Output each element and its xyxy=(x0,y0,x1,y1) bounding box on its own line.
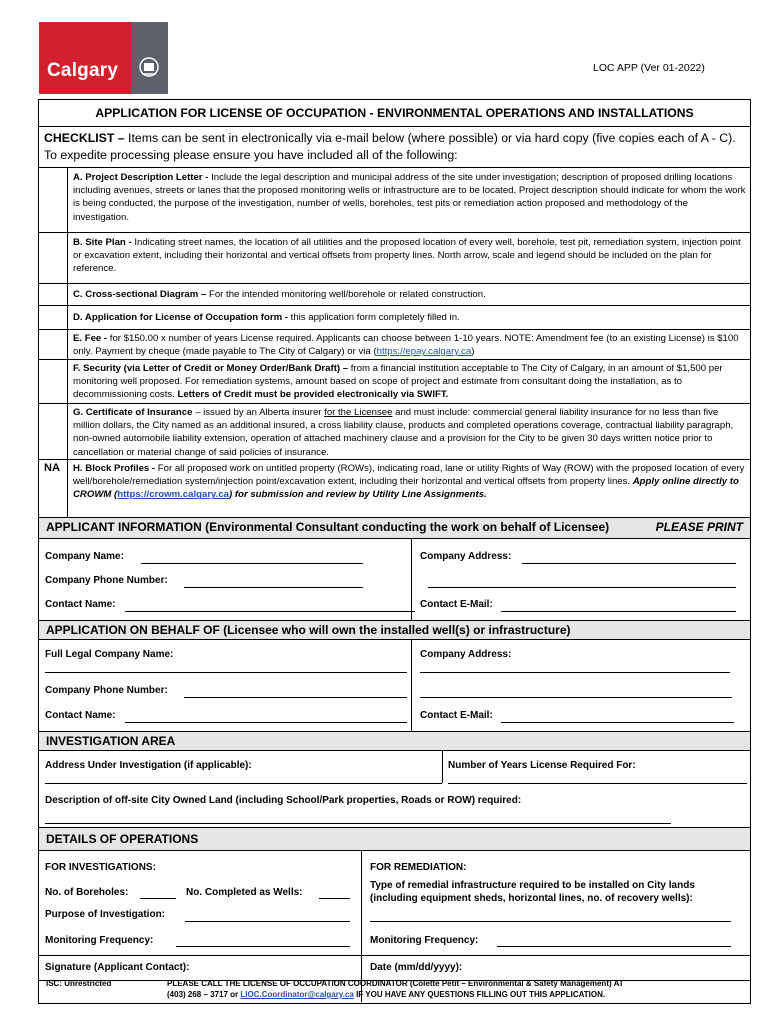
investigation-section-header: INVESTIGATION AREA xyxy=(39,731,750,750)
behalf-contact-name-input[interactable] xyxy=(125,722,407,723)
epay-link[interactable]: https://epay.calgary.ca xyxy=(376,346,472,358)
item-h: NA H. Block Profiles - For all proposed work on untitled property (ROWs), indicating road, lane or utility Rights of Way (ROW) with the proposed location of every well/borehole/remediation system/injection point/excavation extent, including their horizontal and vertical offsets from property lines. Apply online directly to CROWM (https://crowm.calgary.ca) for submission and review by Utility Line Assignments. xyxy=(39,459,750,517)
crowm-link[interactable]: https://crowm.calgary.ca xyxy=(117,489,230,501)
inv-monitoring-input[interactable] xyxy=(176,946,350,947)
applicant-fields: Company Name: Company Phone Number: Contact Name: Company Address: Contact E-Mail: xyxy=(39,538,750,620)
applicant-contact-name-input[interactable] xyxy=(125,611,415,612)
applicant-phone-input[interactable] xyxy=(184,587,363,588)
checklist-text: Items can be sent in electronically via e-mail below (where possible) or via hard copy (five copies each of A - C). To expedite processing please ensure you have included all of the following: xyxy=(44,131,736,162)
footer-line1: PLEASE CALL THE LICENSE OF OCCUPATION COORDINATOR (Colette Petit – Environmental & Safety Management) AT xyxy=(167,979,624,988)
purpose-input[interactable] xyxy=(185,921,350,922)
checklist-margin-line xyxy=(67,167,68,517)
offsite-land-input[interactable] xyxy=(45,823,671,824)
behalf-address-input[interactable] xyxy=(420,672,730,673)
isc-label: ISC: Unrestricted xyxy=(46,979,112,988)
checklist-heading: CHECKLIST – xyxy=(44,131,125,145)
rem-monitoring-input[interactable] xyxy=(497,946,731,947)
item-b: B. Site Plan - Indicating street names, the location of all utilities and the proposed location of every well, borehole, test pit, remediation system, injection point or excavation extent, including their horizontal and vertical offsets from property lines. North arrow, scale and legend should be included on the plan for reference. xyxy=(39,232,750,283)
applicant-email-input[interactable] xyxy=(501,611,736,612)
behalf-email-input[interactable] xyxy=(501,722,734,723)
crest-icon xyxy=(131,22,168,94)
item-g: G. Certificate of Insurance – issued by an Alberta insurer for the Licensee and must include: commercial general liability insurance for no less than five million dollars, the City named as an additional insured, a cross liability clause, products and completed operations coverage, contractual liability paragraph, non-owned automobile liability extension, operation of attached machinery clause and a provision for the City to be given 30 days written notice prior to cancellation or material change of said policies of insurance. xyxy=(39,403,750,459)
applicant-address-line2[interactable] xyxy=(428,587,736,588)
investigation-address-input[interactable] xyxy=(45,783,442,784)
na-marker: NA xyxy=(44,462,60,474)
behalf-address-line2[interactable] xyxy=(420,697,732,698)
applicant-address-input[interactable] xyxy=(522,563,736,564)
behalf-fields: Full Legal Company Name: Company Phone Number: Contact Name: Company Address: Contact E-Mail: xyxy=(39,639,750,731)
please-print: PLEASE PRINT xyxy=(655,520,743,534)
coordinator-email-link[interactable]: LIOC.Coordinator@calgary.ca xyxy=(240,990,354,999)
completed-wells-input[interactable] xyxy=(319,898,350,899)
behalf-phone-input[interactable] xyxy=(184,697,407,698)
operations-fields: FOR INVESTIGATIONS: No. of Boreholes: No. Completed as Wells: Purpose of Investigation: Monitoring Frequency: FOR REMEDIATION: Type of remedial infrastructure required to be installed on City lands (including equipment sheds, horizontal lines, no. of recovery wells): Monitoring Frequency: xyxy=(39,850,750,955)
behalf-legal-name-input[interactable] xyxy=(45,672,407,673)
remedial-input[interactable] xyxy=(370,921,731,922)
boreholes-input[interactable] xyxy=(140,898,176,899)
applicant-company-name-input[interactable] xyxy=(141,563,363,564)
applicant-section-header: APPLICANT INFORMATION (Environmental Consultant conducting the work on behalf of Licensee) PLEASE PRINT xyxy=(39,517,750,538)
investigation-fields: Address Under Investigation (if applicable): Number of Years License Required For: Description of off-site City Owned Land (including School/Park properties, Roads or ROW) required: xyxy=(39,750,750,827)
application-form xyxy=(38,99,751,1004)
form-version: LOC APP (Ver 01-2022) xyxy=(593,62,705,74)
brand-name: Calgary xyxy=(47,60,119,81)
signature-row: Signature (Applicant Contact): Date (mm/dd/yyyy): xyxy=(39,955,750,980)
item-a: A. Project Description Letter - Include the legal description and municipal address of the site under investigation; description of proposed drilling locations including avenues, streets or lanes that the proposed monitoring wells or infrastructure are to be located. Project description should indicate for whom the work is being conducted, the purpose of the investigation, number of wells, boreholes, test pits or remediation action proposed and methodology of the investigation. xyxy=(39,167,750,232)
footer-line2: (403) 268 – 3717 or LIOC.Coordinator@calgary.ca IF YOU HAVE ANY QUESTIONS FILLING OUT THIS APPLICATION. xyxy=(167,990,606,999)
item-f: F. Security (via Letter of Credit or Money Order/Bank Draft) – from a financial institution acceptable to The City of Calgary, in an amount of $1,500 per monitoring well proposed. For remediation systems, amount based on scope of project and estimate from consultant doing the installation, as to decommissioning costs. Letters of Credit must be provided electronically via SWIFT. xyxy=(39,359,750,403)
operations-section-header: DETAILS OF OPERATIONS xyxy=(39,827,750,850)
behalf-section-header: APPLICATION ON BEHALF OF (Licensee who will own the installed well(s) or infrastructure) xyxy=(39,620,750,639)
form-title: APPLICATION FOR LICENSE OF OCCUPATION - ENVIRONMENTAL OPERATIONS AND INSTALLATIONS xyxy=(95,106,694,120)
item-c: C. Cross-sectional Diagram – For the intended monitoring well/borehole or related construction. xyxy=(39,283,750,305)
checklist-intro xyxy=(39,126,750,167)
item-e: E. Fee - for $150.00 x number of years License required. Applicants can choose between 1-10 years. NOTE: Amendment fee (to an existing License) is $100 only. Payment by cheque (made payable to The City of Calgary) or via (https://epay.calgary.ca) xyxy=(39,329,750,359)
license-years-input[interactable] xyxy=(448,783,747,784)
item-d: D. Application for License of Occupation form - this application form completely filled in. xyxy=(39,305,750,329)
calgary-logo xyxy=(39,22,168,94)
